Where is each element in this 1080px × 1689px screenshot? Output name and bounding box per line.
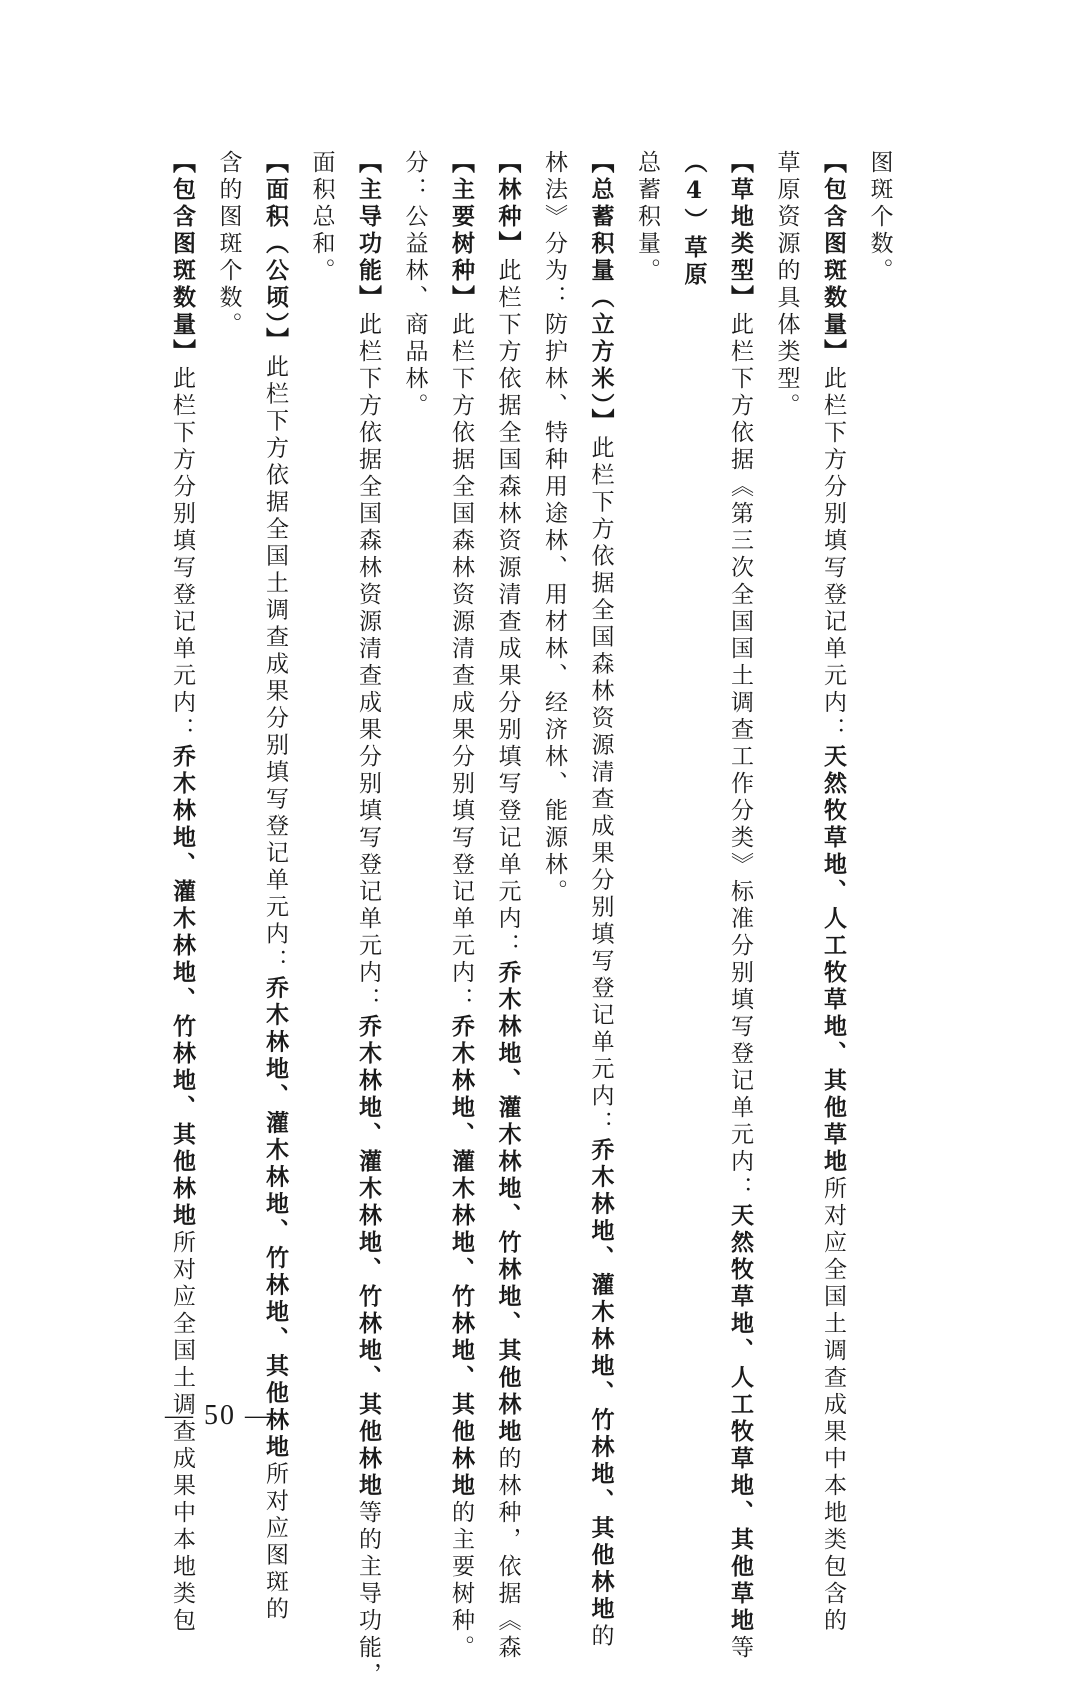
text-run: 林法》分为：防护林、特种用途林、用材林、经济林、能源林。 xyxy=(541,150,567,906)
text-run: 分：公益林、商品林。 xyxy=(401,150,428,420)
text-run: 面积总和。 xyxy=(308,150,335,285)
bold-term: 天然牧草地、人工牧草地、其他草地 xyxy=(820,744,847,1176)
bold-term: 【面积（公顷）】 xyxy=(262,150,289,355)
text-run: 此栏下方依据全国森林资源清查成果分别填写登记单元内： xyxy=(494,258,521,960)
bold-term: 乔木林地、灌木林地、竹林地、其他林地 xyxy=(448,1014,475,1500)
text-line xyxy=(858,150,902,1375)
bold-term: 【主导功能】 xyxy=(355,150,382,312)
text-run: 草原资源的具体类型。 xyxy=(773,150,800,420)
text-line xyxy=(160,150,204,1635)
text-run: 的 xyxy=(587,1623,614,1651)
text-run: 此栏下方依据全国土调查成果分别填写登记单元内： xyxy=(262,354,288,976)
text-line xyxy=(439,150,483,1662)
text-line xyxy=(207,150,251,1375)
text-line xyxy=(346,150,390,1689)
page-number: — 50 — xyxy=(165,1400,275,1431)
bold-term: 天然牧草地、人工牧草地、其他草地 xyxy=(727,1203,754,1635)
bold-term: 【草地类型】 xyxy=(727,150,754,312)
text-line xyxy=(811,150,855,1635)
text-line xyxy=(672,150,716,1375)
bold-term: 乔木林地、灌木林地、竹林地、其他林地 xyxy=(587,1137,615,1624)
text-run: 此栏下方依据全国森林资源清查成果分别填写登记单元内： xyxy=(448,312,474,1014)
text-run: 所对应全国土调查成果中本地类包 xyxy=(169,1230,195,1635)
text-run: 的主要树种。 xyxy=(448,1500,474,1662)
text-run: 等 xyxy=(727,1635,753,1662)
text-run: 此栏下方分别填写登记单元内： xyxy=(169,366,195,744)
text-line xyxy=(579,150,623,1651)
text-run: 此栏下方依据《第三次全国国土调查工作分类》标准分别填写登记单元内： xyxy=(727,312,753,1203)
text-line xyxy=(486,150,530,1662)
text-run: 所对应全国土调查成果中本地类包含的 xyxy=(820,1176,846,1635)
bold-term: 【主要树种】 xyxy=(448,150,475,312)
text-run: 所对应图斑的 xyxy=(262,1461,288,1624)
text-run: 总蓄积量。 xyxy=(634,150,660,285)
text-run: 图斑个数。 xyxy=(866,150,893,285)
bold-term: （4）草原 xyxy=(680,150,708,289)
bold-term: 乔木林地、灌木林地、竹林地、其他林地 xyxy=(494,960,522,1446)
text-line xyxy=(300,150,344,1375)
bold-term: 乔木林地、灌木林地、竹林地、其他林地 xyxy=(355,1014,382,1500)
text-line xyxy=(532,150,576,1375)
text-line xyxy=(625,150,669,1375)
text-line xyxy=(253,150,297,1624)
text-run: 此栏下方依据全国森林资源清查成果分别填写登记单元内： xyxy=(355,312,381,1014)
text-run: 含的图斑个数。 xyxy=(215,150,242,339)
text-run: 此栏下方分别填写登记单元内： xyxy=(820,366,846,744)
text-line xyxy=(718,150,762,1662)
text-line xyxy=(393,150,437,1375)
text-line xyxy=(765,150,809,1375)
bold-term: 【包含图斑数量】 xyxy=(820,150,847,366)
bold-term: 【林种】 xyxy=(494,150,522,258)
bold-term: 乔木林地、灌木林地、竹林地、其他林地 xyxy=(169,744,196,1230)
bold-term: 乔木林地、灌木林地、竹林地、其他林地 xyxy=(262,975,289,1462)
text-run: 此栏下方依据全国森林资源清查成果分别填写登记单元内： xyxy=(587,435,614,1138)
text-run: 等的主导功能， xyxy=(355,1500,381,1689)
text-run: 的林种，依据《森 xyxy=(494,1446,521,1662)
bold-term: 【总蓄积量（立方米）】 xyxy=(587,150,615,436)
bold-term: 【包含图斑数量】 xyxy=(169,150,196,366)
